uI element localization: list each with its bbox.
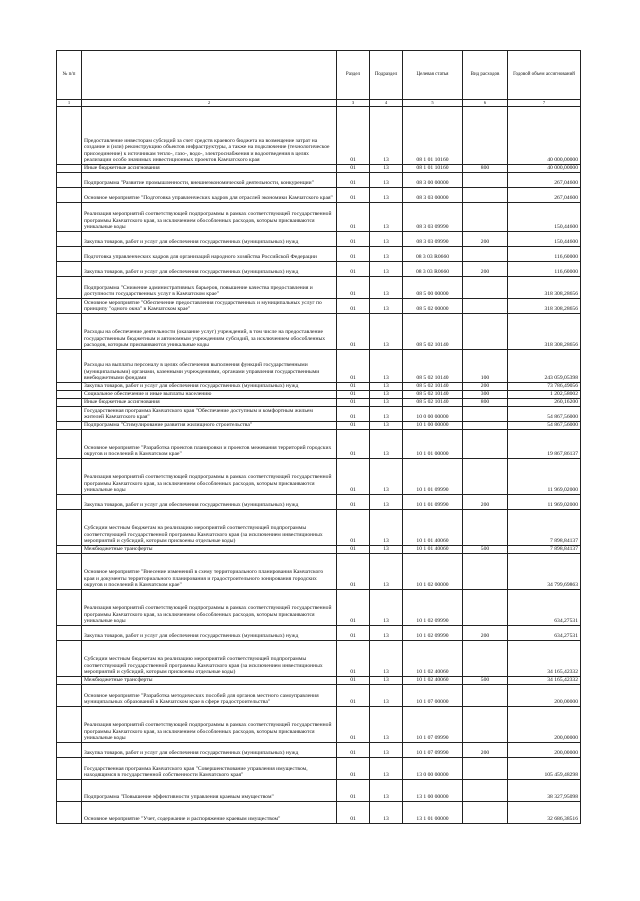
row-amount-cell: 634,27531 xyxy=(508,590,581,626)
row-amount-cell: 200,00000 xyxy=(508,743,581,758)
table-row xyxy=(57,685,581,707)
table-row xyxy=(57,107,581,165)
row-razdel-cell: 01 xyxy=(337,188,370,203)
row-podrazdel-cell: 13 xyxy=(370,758,403,780)
row-number-cell xyxy=(57,554,82,590)
row-name-cell: Подпрограмма "Стимулирование развития жилищного строительства" xyxy=(82,422,337,430)
table-row xyxy=(57,802,581,824)
table-row xyxy=(57,707,581,743)
row-target-article-cell: 10 1 07 09990 xyxy=(403,707,463,743)
row-amount-cell: 105 459,48298 xyxy=(508,758,581,780)
row-target-article-cell: 08 1 01 10160 xyxy=(403,165,463,173)
row-amount-cell: 200,00000 xyxy=(508,685,581,707)
column-number: 5 xyxy=(403,100,463,107)
row-razdel-cell: 01 xyxy=(337,165,370,173)
row-target-article-cell: 08 5 02 10140 xyxy=(403,383,463,391)
row-amount-cell: 7 898,84137 xyxy=(508,546,581,554)
row-amount-cell: 116,60000 xyxy=(508,262,581,277)
row-name-cell: Субсидии местным бюджетам на реализацию мероприятий соответствующей подпрограммы соответствующей государственной программы Камчатского края (за исключением инвестиционных мероприятий и субсидий, которым присвоены отдельные коды) xyxy=(82,510,337,546)
table-row xyxy=(57,277,581,299)
row-number-cell xyxy=(57,626,82,641)
row-name-cell: Реализация мероприятий соответствующей подпрограммы в рамках соответствующей государственной программы Камчатского края, за исключением обособленных расходов, которым присваиваются уникальные коды xyxy=(82,459,337,495)
row-number-cell xyxy=(57,107,82,165)
row-razdel-cell: 01 xyxy=(337,203,370,232)
row-target-article-cell: 10 1 07 09990 xyxy=(403,743,463,758)
row-expense-type-cell xyxy=(463,641,508,677)
row-name-cell: Закупка товаров, работ и услуг для обеспечения государственных (муниципальных) нужд xyxy=(82,495,337,510)
table-row xyxy=(57,391,581,399)
row-amount-cell: 32 686,38516 xyxy=(508,802,581,824)
row-name-cell: Закупка товаров, работ и услуг для обеспечения государственных (муниципальных) нужд xyxy=(82,262,337,277)
row-razdel-cell: 01 xyxy=(337,173,370,188)
row-name-cell: Реализация мероприятий соответствующей подпрограммы в рамках соответствующей государственной программы Камчатского края, за исключением обособленных расходов, которым присваиваются уникальные коды xyxy=(82,707,337,743)
row-amount-cell: 38 327,95098 xyxy=(508,780,581,802)
header-cell-annual-amount: Годовой объем ассигнований xyxy=(508,51,581,100)
row-razdel-cell: 01 xyxy=(337,626,370,641)
row-name-cell: Закупка товаров, работ и услуг для обеспечения государственных (муниципальных) нужд xyxy=(82,626,337,641)
row-amount-cell: 200,00000 xyxy=(508,707,581,743)
row-target-article-cell: 10 1 01 00000 xyxy=(403,430,463,459)
row-name-cell: Расходы на выплаты персоналу в целях обеспечения выполнения функций государственными (муниципальными) органами, казенными учреждениями, органами управления государственными внебюджетными фондами xyxy=(82,350,337,383)
row-podrazdel-cell: 13 xyxy=(370,590,403,626)
row-target-article-cell: 08 5 02 10140 xyxy=(403,399,463,407)
row-name-cell: Основное мероприятие "Учет, содержание и распоряжение краевым имуществом" xyxy=(82,802,337,824)
header-row xyxy=(57,51,581,100)
row-number-cell xyxy=(57,422,82,430)
table-row xyxy=(57,546,581,554)
row-razdel-cell: 01 xyxy=(337,459,370,495)
row-expense-type-cell: 300 xyxy=(463,391,508,399)
row-amount-cell: 11 969,02000 xyxy=(508,459,581,495)
table-row xyxy=(57,641,581,677)
table-row xyxy=(57,422,581,430)
row-podrazdel-cell: 13 xyxy=(370,802,403,824)
row-podrazdel-cell: 13 xyxy=(370,173,403,188)
row-razdel-cell: 01 xyxy=(337,546,370,554)
row-name-cell: Социальное обеспечение и иные выплаты населению xyxy=(82,391,337,399)
row-amount-cell: 634,27531 xyxy=(508,626,581,641)
row-target-article-cell: 13 0 00 00000 xyxy=(403,758,463,780)
row-amount-cell: 7 898,84137 xyxy=(508,510,581,546)
row-expense-type-cell xyxy=(463,299,508,314)
row-number-cell xyxy=(57,802,82,824)
row-expense-type-cell xyxy=(463,758,508,780)
row-number-cell xyxy=(57,350,82,383)
row-name-cell: Реализация мероприятий соответствующей подпрограммы в рамках соответствующей государственной программы Камчатского края, за исключением обособленных расходов, которым присваиваются уникальные коды xyxy=(82,203,337,232)
row-target-article-cell: 10 1 00 00000 xyxy=(403,422,463,430)
row-amount-cell: 40 000,00000 xyxy=(508,107,581,165)
row-target-article-cell: 10 1 07 00000 xyxy=(403,685,463,707)
row-razdel-cell: 01 xyxy=(337,277,370,299)
row-name-cell: Основное мероприятие "Разработка проектов планировки и проектов межевания территорий городских округов и поселений в Камчатском крае" xyxy=(82,430,337,459)
column-number: 6 xyxy=(463,100,508,107)
row-target-article-cell: 10 1 02 09990 xyxy=(403,590,463,626)
row-razdel-cell: 01 xyxy=(337,743,370,758)
row-target-article-cell: 08 5 02 00000 xyxy=(403,299,463,314)
row-razdel-cell: 01 xyxy=(337,314,370,350)
row-expense-type-cell xyxy=(463,780,508,802)
row-name-cell: Закупка товаров, работ и услуг для обеспечения государственных (муниципальных) нужд xyxy=(82,383,337,391)
row-amount-cell: 318 308,28656 xyxy=(508,277,581,299)
table-row xyxy=(57,165,581,173)
row-number-cell xyxy=(57,173,82,188)
row-amount-cell: 150,44600 xyxy=(508,203,581,232)
row-name-cell: Межбюджетные трансферты xyxy=(82,677,337,685)
column-number: 2 xyxy=(82,100,337,107)
table-row xyxy=(57,203,581,232)
row-name-cell: Подпрограмма "Повышение эффективности управления краевым имуществом" xyxy=(82,780,337,802)
row-amount-cell: 267,04600 xyxy=(508,173,581,188)
row-name-cell: Подпрограмма "Снижение административных барьеров, повышение качества предоставления и доступности государственных услуг в Камчатском крае" xyxy=(82,277,337,299)
table-row xyxy=(57,590,581,626)
row-expense-type-cell xyxy=(463,407,508,422)
table-row xyxy=(57,459,581,495)
row-amount-cell: 54 867,56000 xyxy=(508,422,581,430)
row-target-article-cell: 08 3 03 09990 xyxy=(403,232,463,247)
row-podrazdel-cell: 13 xyxy=(370,399,403,407)
row-amount-cell: 11 969,02000 xyxy=(508,495,581,510)
row-target-article-cell: 08 3 00 00000 xyxy=(403,173,463,188)
row-number-cell xyxy=(57,232,82,247)
row-number-cell xyxy=(57,707,82,743)
row-amount-cell: 34 165,42332 xyxy=(508,641,581,677)
header-cell-podrazdel: Подраздел xyxy=(370,51,403,100)
row-expense-type-cell xyxy=(463,422,508,430)
row-amount-cell: 267,04600 xyxy=(508,188,581,203)
row-podrazdel-cell: 13 xyxy=(370,107,403,165)
row-razdel-cell: 01 xyxy=(337,758,370,780)
row-expense-type-cell: 200 xyxy=(463,232,508,247)
row-number-cell xyxy=(57,459,82,495)
row-target-article-cell: 08 5 02 10140 xyxy=(403,391,463,399)
row-razdel-cell: 01 xyxy=(337,232,370,247)
row-podrazdel-cell: 13 xyxy=(370,707,403,743)
row-number-cell xyxy=(57,743,82,758)
column-number: 4 xyxy=(370,100,403,107)
row-number-cell xyxy=(57,391,82,399)
row-razdel-cell: 01 xyxy=(337,780,370,802)
row-podrazdel-cell: 13 xyxy=(370,780,403,802)
row-target-article-cell: 10 1 01 40060 xyxy=(403,546,463,554)
row-expense-type-cell xyxy=(463,430,508,459)
table-row xyxy=(57,510,581,546)
row-number-cell xyxy=(57,677,82,685)
row-expense-type-cell xyxy=(463,314,508,350)
row-expense-type-cell xyxy=(463,685,508,707)
row-number-cell xyxy=(57,247,82,262)
row-target-article-cell: 10 1 01 40060 xyxy=(403,510,463,546)
row-razdel-cell: 01 xyxy=(337,802,370,824)
row-expense-type-cell: 200 xyxy=(463,262,508,277)
row-amount-cell: 260,16200 xyxy=(508,399,581,407)
row-number-cell xyxy=(57,299,82,314)
row-target-article-cell: 10 1 02 00000 xyxy=(403,554,463,590)
table-row xyxy=(57,299,581,314)
table-row xyxy=(57,758,581,780)
row-podrazdel-cell: 13 xyxy=(370,422,403,430)
row-amount-cell: 40 000,00000 xyxy=(508,165,581,173)
row-podrazdel-cell: 13 xyxy=(370,165,403,173)
row-razdel-cell: 01 xyxy=(337,247,370,262)
row-podrazdel-cell: 13 xyxy=(370,314,403,350)
row-name-cell: Основное мероприятие "Обеспечение предоставления государственных и муниципальных услуг по принципу "одного окна" в Камчатском крае" xyxy=(82,299,337,314)
row-number-cell xyxy=(57,495,82,510)
row-number-cell xyxy=(57,641,82,677)
row-podrazdel-cell: 13 xyxy=(370,232,403,247)
row-target-article-cell: 13 1 00 00000 xyxy=(403,780,463,802)
row-name-cell: Основное мероприятие "Подготовка управленческих кадров для отраслей экономики Камчатского края" xyxy=(82,188,337,203)
row-number-cell xyxy=(57,685,82,707)
row-podrazdel-cell: 13 xyxy=(370,685,403,707)
header-cell-target-article: Целевая статья xyxy=(403,51,463,100)
row-target-article-cell: 10 1 02 40060 xyxy=(403,677,463,685)
row-target-article-cell: 10 1 02 09990 xyxy=(403,626,463,641)
row-razdel-cell: 01 xyxy=(337,399,370,407)
header-cell-number: № п/п xyxy=(57,51,82,100)
row-expense-type-cell xyxy=(463,188,508,203)
table-row xyxy=(57,495,581,510)
row-razdel-cell: 01 xyxy=(337,677,370,685)
row-amount-cell: 116,60000 xyxy=(508,247,581,262)
row-number-cell xyxy=(57,407,82,422)
row-name-cell: Подготовка управленческих кадров для организаций народного хозяйства Российской Федерации xyxy=(82,247,337,262)
row-number-cell xyxy=(57,262,82,277)
row-podrazdel-cell: 13 xyxy=(370,641,403,677)
row-expense-type-cell: 500 xyxy=(463,546,508,554)
row-podrazdel-cell: 13 xyxy=(370,743,403,758)
row-expense-type-cell xyxy=(463,802,508,824)
row-expense-type-cell xyxy=(463,277,508,299)
table-row xyxy=(57,626,581,641)
table-row xyxy=(57,232,581,247)
row-amount-cell: 1 202,58002 xyxy=(508,391,581,399)
row-podrazdel-cell: 13 xyxy=(370,546,403,554)
row-razdel-cell: 01 xyxy=(337,685,370,707)
row-razdel-cell: 01 xyxy=(337,383,370,391)
row-name-cell: Подпрограмма "Развитие промышленности, внешнеэкономической деятельности, конкуренции" xyxy=(82,173,337,188)
row-target-article-cell: 13 1 01 00000 xyxy=(403,802,463,824)
table-row xyxy=(57,262,581,277)
row-expense-type-cell xyxy=(463,554,508,590)
row-amount-cell: 73 786,49056 xyxy=(508,383,581,391)
row-name-cell: Расходы на обеспечение деятельности (оказание услуг) учреждений, в том числе на предоставление государственным бюджетным и автономным учреждениям субсидий, за исключением обособленных расходов, которым присваиваются уникальные коды xyxy=(82,314,337,350)
row-number-cell xyxy=(57,188,82,203)
row-target-article-cell: 08 1 01 10160 xyxy=(403,107,463,165)
row-number-cell xyxy=(57,590,82,626)
row-name-cell: Государственная программа Камчатского края "Обеспечение доступным и комфортным жильем жителей Камчатского края" xyxy=(82,407,337,422)
row-target-article-cell: 08 3 03 R0660 xyxy=(403,247,463,262)
column-number: 1 xyxy=(57,100,82,107)
table-row xyxy=(57,247,581,262)
row-number-cell xyxy=(57,758,82,780)
row-podrazdel-cell: 13 xyxy=(370,203,403,232)
row-target-article-cell: 10 1 01 09990 xyxy=(403,495,463,510)
row-number-cell xyxy=(57,277,82,299)
row-target-article-cell: 08 5 02 10140 xyxy=(403,314,463,350)
row-number-cell xyxy=(57,430,82,459)
row-razdel-cell: 01 xyxy=(337,554,370,590)
row-razdel-cell: 01 xyxy=(337,430,370,459)
row-amount-cell: 19 867,86137 xyxy=(508,430,581,459)
row-number-cell xyxy=(57,780,82,802)
row-podrazdel-cell: 13 xyxy=(370,407,403,422)
row-number-cell xyxy=(57,399,82,407)
row-podrazdel-cell: 13 xyxy=(370,277,403,299)
row-razdel-cell: 01 xyxy=(337,590,370,626)
row-number-cell xyxy=(57,165,82,173)
row-expense-type-cell xyxy=(463,707,508,743)
row-razdel-cell: 01 xyxy=(337,641,370,677)
budget-table-sheet xyxy=(56,50,580,824)
row-razdel-cell: 01 xyxy=(337,391,370,399)
row-target-article-cell: 08 3 03 R0660 xyxy=(403,262,463,277)
table-row xyxy=(57,173,581,188)
table-row xyxy=(57,677,581,685)
column-number-row xyxy=(57,100,581,107)
header-cell-razdel: Раздел xyxy=(337,51,370,100)
row-podrazdel-cell: 13 xyxy=(370,188,403,203)
row-podrazdel-cell: 13 xyxy=(370,495,403,510)
row-amount-cell: 318 308,28656 xyxy=(508,299,581,314)
row-razdel-cell: 01 xyxy=(337,510,370,546)
row-podrazdel-cell: 13 xyxy=(370,554,403,590)
header-cell-expense-type: Вид расходов xyxy=(463,51,508,100)
table-row xyxy=(57,743,581,758)
header-cell-name xyxy=(82,51,337,100)
row-razdel-cell: 01 xyxy=(337,107,370,165)
row-razdel-cell: 01 xyxy=(337,262,370,277)
row-target-article-cell: 10 0 00 00000 xyxy=(403,407,463,422)
row-name-cell: Реализация мероприятий соответствующей подпрограммы в рамках соответствующей государственной программы Камчатского края, за исключением обособленных расходов, которым присваиваются уникальные коды xyxy=(82,590,337,626)
row-razdel-cell: 01 xyxy=(337,707,370,743)
column-number: 3 xyxy=(337,100,370,107)
row-podrazdel-cell: 13 xyxy=(370,383,403,391)
row-target-article-cell: 08 3 03 00000 xyxy=(403,188,463,203)
row-expense-type-cell: 100 xyxy=(463,350,508,383)
row-name-cell: Иные бюджетные ассигнования xyxy=(82,399,337,407)
table-row xyxy=(57,554,581,590)
row-name-cell: Предоставление инвесторам субсидий за счет средств краевого бюджета на возмещение затрат на создание и (или) реконструкцию объектов инфраструктуры, а также на подключение (технологическое присоединение) к источникам тепло-, газо-, водо-, электроснабжения и водоотведения в целях реализации особо значимых инвестиционных проектов Камчатского края xyxy=(82,107,337,165)
row-expense-type-cell xyxy=(463,459,508,495)
table-row xyxy=(57,314,581,350)
row-podrazdel-cell: 13 xyxy=(370,299,403,314)
row-expense-type-cell: 200 xyxy=(463,495,508,510)
row-number-cell xyxy=(57,546,82,554)
row-number-cell xyxy=(57,314,82,350)
row-expense-type-cell xyxy=(463,203,508,232)
row-podrazdel-cell: 13 xyxy=(370,247,403,262)
row-name-cell: Основное мероприятие "Внесение изменений в схему территориального планирования Камчатского края и документы территориального планирования и градостроительного зонирования городских округов и поселений в Камчатском крае" xyxy=(82,554,337,590)
row-name-cell: Межбюджетные трансферты xyxy=(82,546,337,554)
table-row xyxy=(57,407,581,422)
row-expense-type-cell: 800 xyxy=(463,165,508,173)
row-name-cell: Закупка товаров, работ и услуг для обеспечения государственных (муниципальных) нужд xyxy=(82,232,337,247)
row-name-cell: Субсидии местным бюджетам на реализацию мероприятий соответствующей подпрограммы соответствующей государственной программы Камчатского края (за исключением инвестиционных мероприятий и субсидий, которым присвоены отдельные коды) xyxy=(82,641,337,677)
row-expense-type-cell xyxy=(463,510,508,546)
row-number-cell xyxy=(57,510,82,546)
table-row xyxy=(57,780,581,802)
row-expense-type-cell: 800 xyxy=(463,399,508,407)
row-amount-cell: 34 165,42332 xyxy=(508,677,581,685)
row-expense-type-cell xyxy=(463,247,508,262)
table-row xyxy=(57,399,581,407)
row-expense-type-cell xyxy=(463,173,508,188)
row-name-cell: Закупка товаров, работ и услуг для обеспечения государственных (муниципальных) нужд xyxy=(82,743,337,758)
row-name-cell: Иные бюджетные ассигнования xyxy=(82,165,337,173)
row-expense-type-cell: 200 xyxy=(463,383,508,391)
row-razdel-cell: 01 xyxy=(337,407,370,422)
row-name-cell: Основное мероприятие "Разработка методических пособий для органов местного самоуправления муниципальных образований в Камчатском крае в сфере градостроительства" xyxy=(82,685,337,707)
row-amount-cell: 54 867,56000 xyxy=(508,407,581,422)
table-row xyxy=(57,188,581,203)
row-amount-cell: 243 059,05398 xyxy=(508,350,581,383)
row-podrazdel-cell: 13 xyxy=(370,459,403,495)
row-target-article-cell: 08 5 02 10140 xyxy=(403,350,463,383)
row-podrazdel-cell: 13 xyxy=(370,350,403,383)
row-target-article-cell: 08 3 03 09990 xyxy=(403,203,463,232)
row-amount-cell: 318 308,28656 xyxy=(508,314,581,350)
row-razdel-cell: 01 xyxy=(337,422,370,430)
row-podrazdel-cell: 13 xyxy=(370,510,403,546)
row-expense-type-cell: 200 xyxy=(463,743,508,758)
row-target-article-cell: 08 5 00 00000 xyxy=(403,277,463,299)
row-expense-type-cell: 200 xyxy=(463,626,508,641)
row-amount-cell: 150,44600 xyxy=(508,232,581,247)
row-razdel-cell: 01 xyxy=(337,495,370,510)
table-row xyxy=(57,383,581,391)
row-expense-type-cell xyxy=(463,107,508,165)
row-podrazdel-cell: 13 xyxy=(370,391,403,399)
row-expense-type-cell xyxy=(463,590,508,626)
row-number-cell xyxy=(57,203,82,232)
row-number-cell xyxy=(57,383,82,391)
column-number: 7 xyxy=(508,100,581,107)
row-razdel-cell: 01 xyxy=(337,350,370,383)
budget-table xyxy=(56,50,581,824)
table-row xyxy=(57,430,581,459)
row-target-article-cell: 10 1 02 40060 xyxy=(403,641,463,677)
row-podrazdel-cell: 13 xyxy=(370,626,403,641)
row-podrazdel-cell: 13 xyxy=(370,430,403,459)
row-razdel-cell: 01 xyxy=(337,299,370,314)
row-podrazdel-cell: 13 xyxy=(370,262,403,277)
row-amount-cell: 34 799,69863 xyxy=(508,554,581,590)
row-name-cell: Государственная программа Камчатского края "Совершенствование управления имуществом, находящимся в государственной собственности Камчатского края" xyxy=(82,758,337,780)
row-podrazdel-cell: 13 xyxy=(370,677,403,685)
table-row xyxy=(57,350,581,383)
row-target-article-cell: 10 1 01 09990 xyxy=(403,459,463,495)
row-expense-type-cell: 500 xyxy=(463,677,508,685)
